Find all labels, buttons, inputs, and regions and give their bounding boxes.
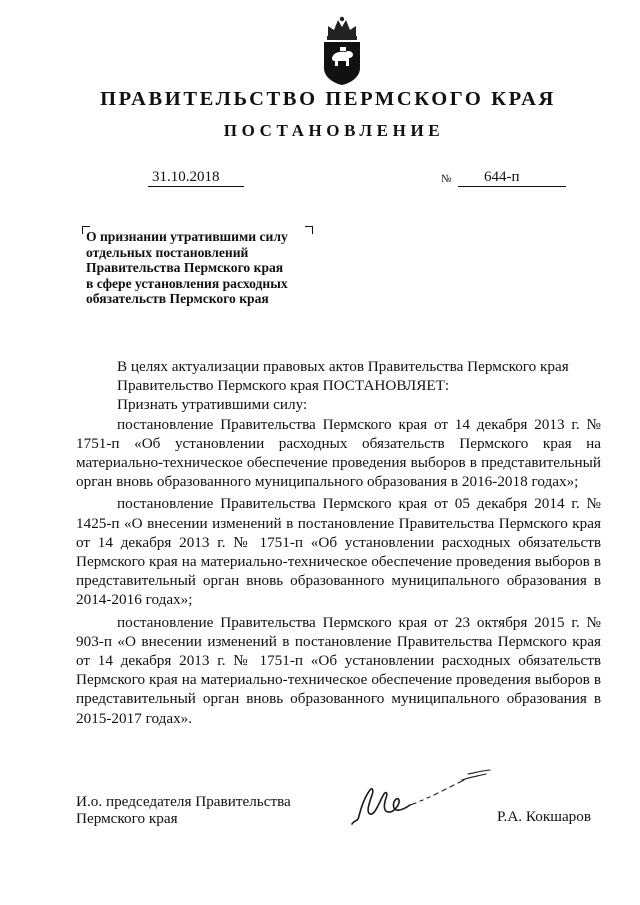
repealed-item: постановление Правительства Пермского края от 23 октября 2015 г. № 903-п «О внесении изменений в постановление Правительства Пермского края от 14 декабря 2013 г. № 1751-п «Об установлении расходных обязательств Пермского края на материально-техническое обеспечение проведения выборов в представительный орган вновь образованного муниципального образования в 2015-2017 годах». xyxy=(76,613,601,727)
date-field xyxy=(148,170,244,187)
signatory-position xyxy=(76,793,291,827)
subject-line: в сфере установления расходных xyxy=(86,275,288,291)
document-number: 644-п xyxy=(484,169,520,185)
recognize-paragraph: Признать утратившими силу: xyxy=(117,396,308,414)
position-line: Пермского края xyxy=(76,810,178,827)
signer-name: Р.А. Кокшаров xyxy=(497,808,592,825)
intro-paragraph: В целях актуализации правовых актов Правительства Пермского края xyxy=(117,358,569,375)
gospel-icon xyxy=(340,47,346,51)
document-body xyxy=(76,357,601,728)
subject-line: обязательств Пермского края xyxy=(86,291,269,306)
position-line: И.о. председателя Правительства xyxy=(76,793,291,810)
repealed-item: постановление Правительства Пермского края от 05 декабря 2014 г. № 1425-п «О внесении изменений в постановление Правительства Пермского края от 14 декабря 2013 г. № 1751-п «Об установлении расходных обязательств Пермского края на материально-техническое обеспечение проведения выборов в представительный орган вновь образованного муниципального образования в 2014-2016 годах»; xyxy=(76,495,601,609)
decree-paragraph: Правительство Пермского края ПОСТАНОВЛЯЕТ: xyxy=(117,377,450,395)
number-sign: № xyxy=(441,173,452,185)
handwritten-signature xyxy=(350,768,500,830)
repealed-item: постановление Правительства Пермского края от 14 декабря 2013 г. № 1751-п «Об установлении расходных обязательств Пермского края на материально-техническое обеспечение проведения выборов в представительный орган вновь образованного муниципального образования в 2016-2018 годах»; xyxy=(76,415,601,491)
number-field xyxy=(458,170,566,187)
org-title: ПРАВИТЕЛЬСТВО ПЕРМСКОГО КРАЯ xyxy=(100,88,556,110)
subject-line: Правительства Пермского края xyxy=(86,260,284,275)
crown-icon xyxy=(327,17,357,40)
subject-line: отдельных постановлений xyxy=(86,244,249,260)
coat-of-arms-icon xyxy=(318,14,366,86)
document-date: 31.10.2018 xyxy=(152,169,220,185)
document-type: ПОСТАНОВЛЕНИЕ xyxy=(223,121,445,140)
document-subject xyxy=(86,229,326,307)
subject-line: О признании утратившими силу xyxy=(86,229,288,244)
